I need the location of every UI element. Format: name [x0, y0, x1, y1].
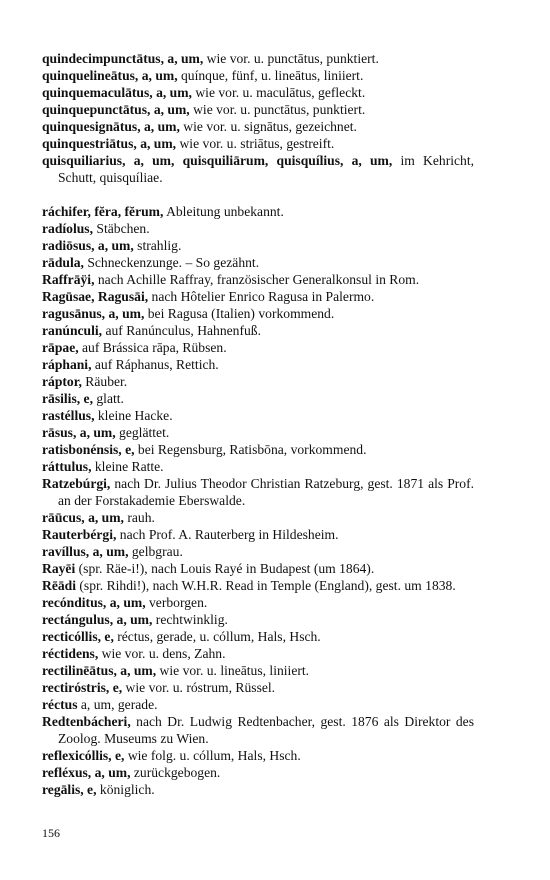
dictionary-entry — [42, 543, 474, 560]
entry-headword: Raffrāÿi, — [42, 272, 95, 287]
entry-definition: wie vor. u. punctātus, punktiert. — [189, 102, 366, 117]
entry-headword: ravíllus, a, um, — [42, 544, 129, 559]
dictionary-entry — [42, 696, 474, 713]
entry-headword: Rēādi — [42, 578, 76, 593]
dictionary-entry — [42, 407, 474, 424]
entry-headword: rāsilis, e, — [42, 391, 93, 406]
dictionary-entry — [42, 526, 474, 543]
dictionary-entry — [42, 781, 474, 798]
dictionary-entry — [42, 152, 474, 186]
dictionary-entry — [42, 628, 474, 645]
entry-headword: radiōsus, a, um, — [42, 238, 134, 253]
entry-definition: kleine Hacke. — [94, 408, 173, 423]
dictionary-entry — [42, 560, 474, 577]
entry-definition: auf Ráphanus, Rettich. — [91, 357, 219, 372]
dictionary-entry — [42, 254, 474, 271]
entry-definition: wie vor. u. punctātus, punktiert. — [203, 51, 379, 66]
dictionary-entry — [42, 764, 474, 781]
dictionary-entry — [42, 220, 474, 237]
entry-definition: wie vor. u. róstrum, Rüssel. — [122, 680, 276, 695]
entry-definition: auf Ranúnculus, Hahnenfuß. — [102, 323, 261, 338]
dictionary-entry — [42, 424, 474, 441]
dictionary-entry — [42, 713, 474, 747]
entry-definition: wie vor. u. signātus, gezeichnet. — [179, 119, 357, 134]
dictionary-entry — [42, 322, 474, 339]
entry-definition: auf Brássica rāpa, Rübsen. — [78, 340, 227, 355]
entry-definition: nach Dr. Julius Theodor Christian Ratzeburg, gest. 1871 als Prof. an der Forstakademie Eberswalde. — [58, 476, 474, 508]
dictionary-entry — [42, 662, 474, 679]
entry-definition: (spr. Rihdi!), nach W.H.R. Read in Temple (England), gest. um 1838. — [75, 578, 456, 593]
entry-headword: rāpae, — [42, 340, 79, 355]
dictionary-entry — [42, 356, 474, 373]
dictionary-entry — [42, 645, 474, 662]
entry-headword: ráptor, — [42, 374, 82, 389]
entry-definition: geglättet. — [115, 425, 170, 440]
entry-headword: ráchifer, fĕra, fĕrum, — [42, 204, 164, 219]
dictionary-entry — [42, 475, 474, 509]
entry-headword: reflexicóllis, e, — [42, 748, 125, 763]
dictionary-entry — [42, 101, 474, 118]
dictionary-entry — [42, 305, 474, 322]
entry-definition: Stäbchen. — [93, 221, 150, 236]
entry-headword: Rayēi — [42, 561, 76, 576]
entry-headword: rectilinēātus, a, um, — [42, 663, 157, 678]
entry-headword: rāsus, a, um, — [42, 425, 116, 440]
entry-definition: (spr. Räe-i!), nach Louis Rayé in Budapest (um 1864). — [75, 561, 375, 576]
entry-definition: Schneckenzunge. – So gezähnt. — [83, 255, 260, 270]
dictionary-entry — [42, 577, 474, 594]
entry-definition: nach Achille Raffray, französischer Generalkonsul in Rom. — [94, 272, 420, 287]
dictionary-entry — [42, 373, 474, 390]
entry-headword: réctus — [42, 697, 78, 712]
entry-headword: rectángulus, a, um, — [42, 612, 153, 627]
entry-definition: wie folg. u. cóllum, Hals, Hsch. — [124, 748, 301, 763]
dictionary-page — [42, 50, 474, 798]
dictionary-entry — [42, 611, 474, 628]
entry-headword: quisquiliarius, a, um, quisquiliārum, quisquílius, a, um, — [42, 153, 393, 168]
entry-headword: regālis, e, — [42, 782, 97, 797]
entry-definition: bei Ragusa (Italien) vorkommend. — [144, 306, 335, 321]
entry-definition: wie vor. u. striātus, gestreift. — [176, 136, 335, 151]
dictionary-entry — [42, 237, 474, 254]
entry-definition: nach Prof. A. Rauterberg in Hildesheim. — [116, 527, 339, 542]
entry-headword: quinquesignātus, a, um, — [42, 119, 180, 134]
entry-headword: ráphani, — [42, 357, 92, 372]
entry-headword: Redtenbácheri, — [42, 714, 131, 729]
entry-headword: ratisbonénsis, e, — [42, 442, 135, 457]
entry-definition: réctus, gerade, u. cóllum, Hals, Hsch. — [113, 629, 321, 644]
entry-headword: Ratzebúrgi, — [42, 476, 111, 491]
dictionary-entry — [42, 390, 474, 407]
dictionary-entry — [42, 458, 474, 475]
entry-group-r — [42, 203, 474, 798]
entry-definition: zurückgebogen. — [130, 765, 221, 780]
dictionary-entry — [42, 747, 474, 764]
entry-definition: strahlig. — [133, 238, 182, 253]
entry-definition: Räuber. — [81, 374, 128, 389]
dictionary-entry — [42, 509, 474, 526]
entry-headword: radíolus, — [42, 221, 93, 236]
entry-headword: ragusānus, a, um, — [42, 306, 145, 321]
dictionary-entry — [42, 339, 474, 356]
entry-definition: wie vor. u. dens, Zahn. — [98, 646, 226, 661]
dictionary-entry — [42, 288, 474, 305]
entry-headword: quinquemaculātus, a, um, — [42, 85, 192, 100]
dictionary-entry — [42, 441, 474, 458]
dictionary-entry — [42, 84, 474, 101]
entry-definition: gelbgrau. — [128, 544, 183, 559]
entry-headword: quinquelineātus, a, um, — [42, 68, 178, 83]
entry-definition: kleine Ratte. — [91, 459, 164, 474]
dictionary-entry — [42, 135, 474, 152]
entry-headword: Rauterbérgi, — [42, 527, 117, 542]
dictionary-entry — [42, 118, 474, 135]
dictionary-entry — [42, 271, 474, 288]
entry-definition: nach Dr. Ludwig Redtenbacher, gest. 1876 als Direktor des Zoolog. Museums zu Wien. — [58, 714, 474, 746]
page-number: 156 — [42, 826, 60, 840]
dictionary-entry — [42, 679, 474, 696]
entry-headword: rectiróstris, e, — [42, 680, 123, 695]
entry-group-quinque — [42, 50, 474, 186]
entry-headword: quinquestriātus, a, um, — [42, 136, 177, 151]
entry-headword: rastéllus, — [42, 408, 95, 423]
entry-headword: recticóllis, e, — [42, 629, 114, 644]
dictionary-entry — [42, 203, 474, 220]
entry-definition: im Kehricht, Schutt, quisquíliae. — [58, 153, 475, 185]
entry-definition: königlich. — [96, 782, 155, 797]
entry-definition: bei Regensburg, Ratisbōna, vorkommend. — [134, 442, 367, 457]
entry-headword: ráttulus, — [42, 459, 92, 474]
entry-headword: rādula, — [42, 255, 84, 270]
entry-definition: rechtwinklig. — [152, 612, 228, 627]
entry-definition: verborgen. — [145, 595, 208, 610]
entry-headword: quinquepunctātus, a, um, — [42, 102, 190, 117]
entry-definition: quínque, fünf, u. lineātus, liniiert. — [177, 68, 364, 83]
entry-headword: Ragūsae, Ragusāi, — [42, 289, 149, 304]
entry-definition: rauh. — [123, 510, 155, 525]
entry-definition: wie vor. u. lineātus, liniiert. — [156, 663, 310, 678]
entry-definition: a, um, gerade. — [77, 697, 158, 712]
entry-headword: rāūcus, a, um, — [42, 510, 124, 525]
dictionary-entry — [42, 594, 474, 611]
entry-headword: recónditus, a, um, — [42, 595, 146, 610]
entry-definition: Ableitung unbekannt. — [163, 204, 284, 219]
entry-definition: glatt. — [92, 391, 124, 406]
section-gap — [42, 186, 474, 203]
entry-definition: nach Hôtelier Enrico Ragusa in Palermo. — [148, 289, 375, 304]
entry-headword: refléxus, a, um, — [42, 765, 131, 780]
dictionary-entry — [42, 67, 474, 84]
entry-headword: réctidens, — [42, 646, 99, 661]
entry-headword: quindecimpunctātus, a, um, — [42, 51, 204, 66]
entry-definition: wie vor. u. maculātus, gefleckt. — [191, 85, 366, 100]
entry-headword: ranúnculi, — [42, 323, 103, 338]
dictionary-entry — [42, 50, 474, 67]
